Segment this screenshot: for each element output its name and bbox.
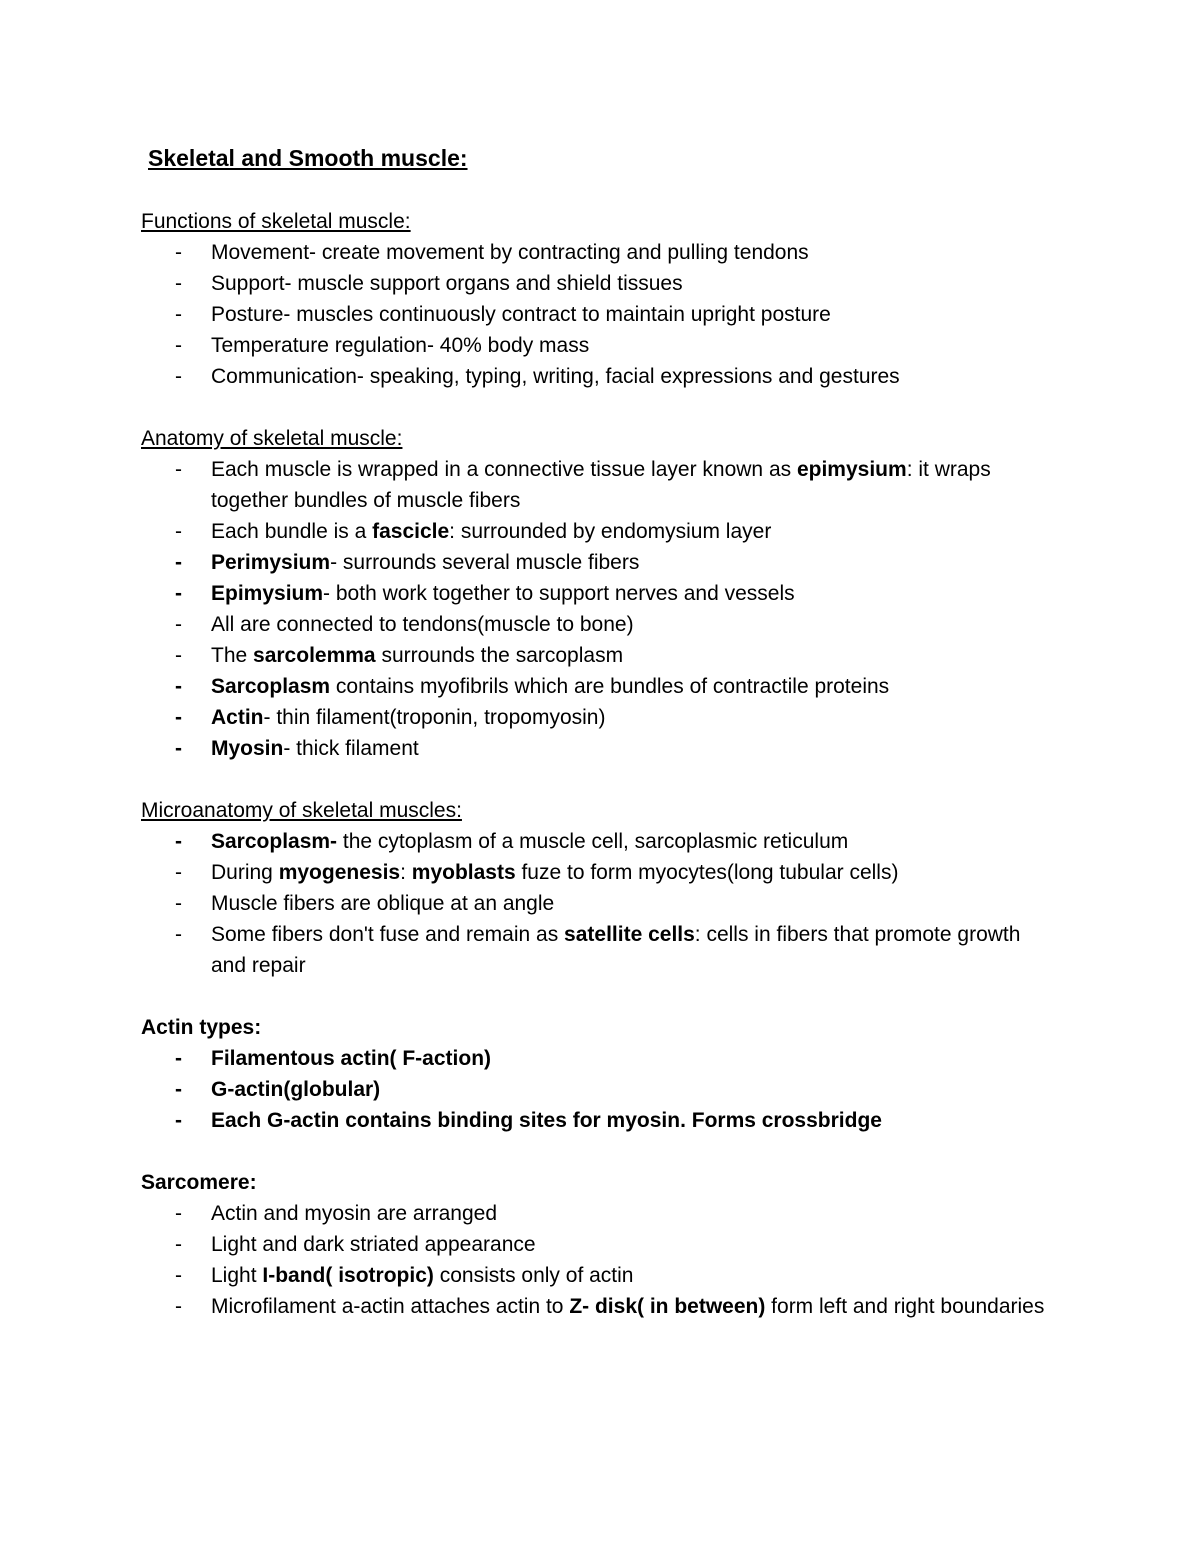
item-text: Communication- speaking, typing, writing, facial expressions and gestures [211, 365, 900, 388]
item-text: - surrounds several muscle fibers [330, 551, 640, 574]
document-title: Skeletal and Smooth muscle: [148, 145, 468, 171]
dash-bullet-icon: - [175, 737, 182, 760]
list-item [141, 578, 1061, 609]
section-heading: Functions of skeletal muscle: [141, 210, 411, 233]
section-heading: Sarcomere: [141, 1171, 257, 1194]
bold-term: myogenesis [278, 861, 401, 884]
bold-term: Epimysium [211, 582, 324, 605]
bold-term: myoblasts [411, 861, 516, 884]
bullet-list [141, 826, 1061, 981]
dash-bullet-icon: - [175, 830, 182, 853]
item-text: Posture- muscles continuously contract to maintain upright posture [211, 303, 831, 326]
item-text: fuze to form myocytes(long tubular cells) [515, 861, 899, 884]
dash-bullet-icon: - [175, 1295, 182, 1318]
list-item [141, 888, 1061, 919]
list-item [141, 299, 1061, 330]
item-text: - thin filament(troponin, tropomyosin) [263, 706, 606, 729]
dash-bullet-icon: - [175, 458, 182, 481]
bold-term: epimysium [796, 458, 907, 481]
item-text: Microfilament a-actin attaches actin to [211, 1295, 570, 1318]
item-text: - thick filament [283, 737, 419, 760]
dash-bullet-icon: - [175, 303, 182, 326]
dash-bullet-icon: - [175, 861, 182, 884]
list-item [141, 919, 1061, 981]
document-page [141, 141, 1061, 1322]
bullet-list [141, 1198, 1061, 1322]
list-item [141, 330, 1061, 361]
bold-term: Myosin [211, 737, 284, 760]
item-text: Actin and myosin are arranged [211, 1202, 497, 1225]
item-text: Some fibers don't fuse and remain as [211, 923, 565, 946]
item-text: Temperature regulation- 40% body mass [211, 334, 590, 357]
list-item [141, 268, 1061, 299]
list-item [141, 454, 1061, 516]
bullet-list [141, 237, 1061, 392]
bold-term: G-actin(globular) [211, 1078, 381, 1101]
item-text: consists only of actin [433, 1264, 634, 1287]
item-text: The [211, 644, 254, 667]
dash-bullet-icon: - [175, 241, 182, 264]
list-item [141, 547, 1061, 578]
dash-bullet-icon: - [175, 520, 182, 543]
list-item [141, 609, 1061, 640]
dash-bullet-icon: - [175, 675, 182, 698]
bullet-list [141, 454, 1061, 764]
dash-bullet-icon: - [175, 1202, 182, 1225]
list-item [141, 1229, 1061, 1260]
list-item [141, 702, 1061, 733]
item-text: During [211, 861, 279, 884]
list-item [141, 1291, 1061, 1322]
dash-bullet-icon: - [175, 923, 182, 946]
dash-bullet-icon: - [175, 272, 182, 295]
item-text: surrounds the sarcoplasm [375, 644, 624, 667]
item-text: Light and dark striated appearance [211, 1233, 536, 1256]
dash-bullet-icon: - [175, 334, 182, 357]
dash-bullet-icon: - [175, 1047, 182, 1070]
bold-term: Each G-actin contains binding sites for myosin. Forms crossbridge [211, 1109, 882, 1132]
section-heading: Microanatomy of skeletal muscles: [141, 799, 462, 822]
item-text: : it wraps together bundles of muscle fibers [211, 458, 991, 512]
item-text: - both work together to support nerves and vessels [323, 582, 795, 605]
item-text: : surrounded by endomysium layer [449, 520, 772, 543]
section [141, 795, 1061, 981]
item-text: form left and right boundaries [765, 1295, 1045, 1318]
section [141, 1012, 1061, 1136]
dash-bullet-icon: - [175, 613, 182, 636]
bold-term: Perimysium [211, 551, 331, 574]
bold-term: fascicle [372, 520, 450, 543]
item-text: Movement- create movement by contracting and pulling tendons [211, 241, 809, 264]
section [141, 423, 1061, 764]
list-item [141, 1074, 1061, 1105]
bold-term: Sarcoplasm [211, 675, 331, 698]
dash-bullet-icon: - [175, 582, 182, 605]
dash-bullet-icon: - [175, 1078, 182, 1101]
dash-bullet-icon: - [175, 892, 182, 915]
list-item [141, 1260, 1061, 1291]
document-body [141, 206, 1061, 1322]
list-item [141, 361, 1061, 392]
list-item [141, 671, 1061, 702]
item-text: Each muscle is wrapped in a connective tissue layer known as [211, 458, 797, 481]
item-text: : cells in fibers that promote growth and repair [211, 923, 1021, 977]
bold-term: Filamentous actin( F-action) [211, 1047, 492, 1070]
dash-bullet-icon: - [175, 551, 182, 574]
section [141, 206, 1061, 392]
dash-bullet-icon: - [175, 644, 182, 667]
item-text: All are connected to tendons(muscle to bone) [211, 613, 634, 636]
dash-bullet-icon: - [175, 706, 182, 729]
list-item [141, 516, 1061, 547]
list-item [141, 826, 1061, 857]
item-text: : [400, 861, 412, 884]
bold-term: Actin [211, 706, 264, 729]
item-text: the cytoplasm of a muscle cell, sarcoplasmic reticulum [337, 830, 849, 853]
list-item [141, 1043, 1061, 1074]
list-item [141, 733, 1061, 764]
bullet-list [141, 1043, 1061, 1136]
list-item [141, 1198, 1061, 1229]
bold-term: sarcolemma [253, 644, 376, 667]
item-text: Light [211, 1264, 263, 1287]
list-item [141, 1105, 1061, 1136]
item-text: Support- muscle support organs and shield tissues [211, 272, 683, 295]
section [141, 1167, 1061, 1322]
list-item [141, 237, 1061, 268]
dash-bullet-icon: - [175, 1264, 182, 1287]
dash-bullet-icon: - [175, 365, 182, 388]
dash-bullet-icon: - [175, 1109, 182, 1132]
list-item [141, 857, 1061, 888]
bold-term: Sarcoplasm- [211, 830, 338, 853]
dash-bullet-icon: - [175, 1233, 182, 1256]
list-item [141, 640, 1061, 671]
item-text: Muscle fibers are oblique at an angle [211, 892, 555, 915]
bold-term: satellite cells [564, 923, 695, 946]
item-text: contains myofibrils which are bundles of contractile proteins [330, 675, 890, 698]
item-text: Each bundle is a [211, 520, 373, 543]
section-heading: Anatomy of skeletal muscle: [141, 427, 403, 450]
section-heading: Actin types: [141, 1016, 262, 1039]
bold-term: I-band( isotropic) [262, 1264, 434, 1287]
bold-term: Z- disk( in between) [569, 1295, 766, 1318]
